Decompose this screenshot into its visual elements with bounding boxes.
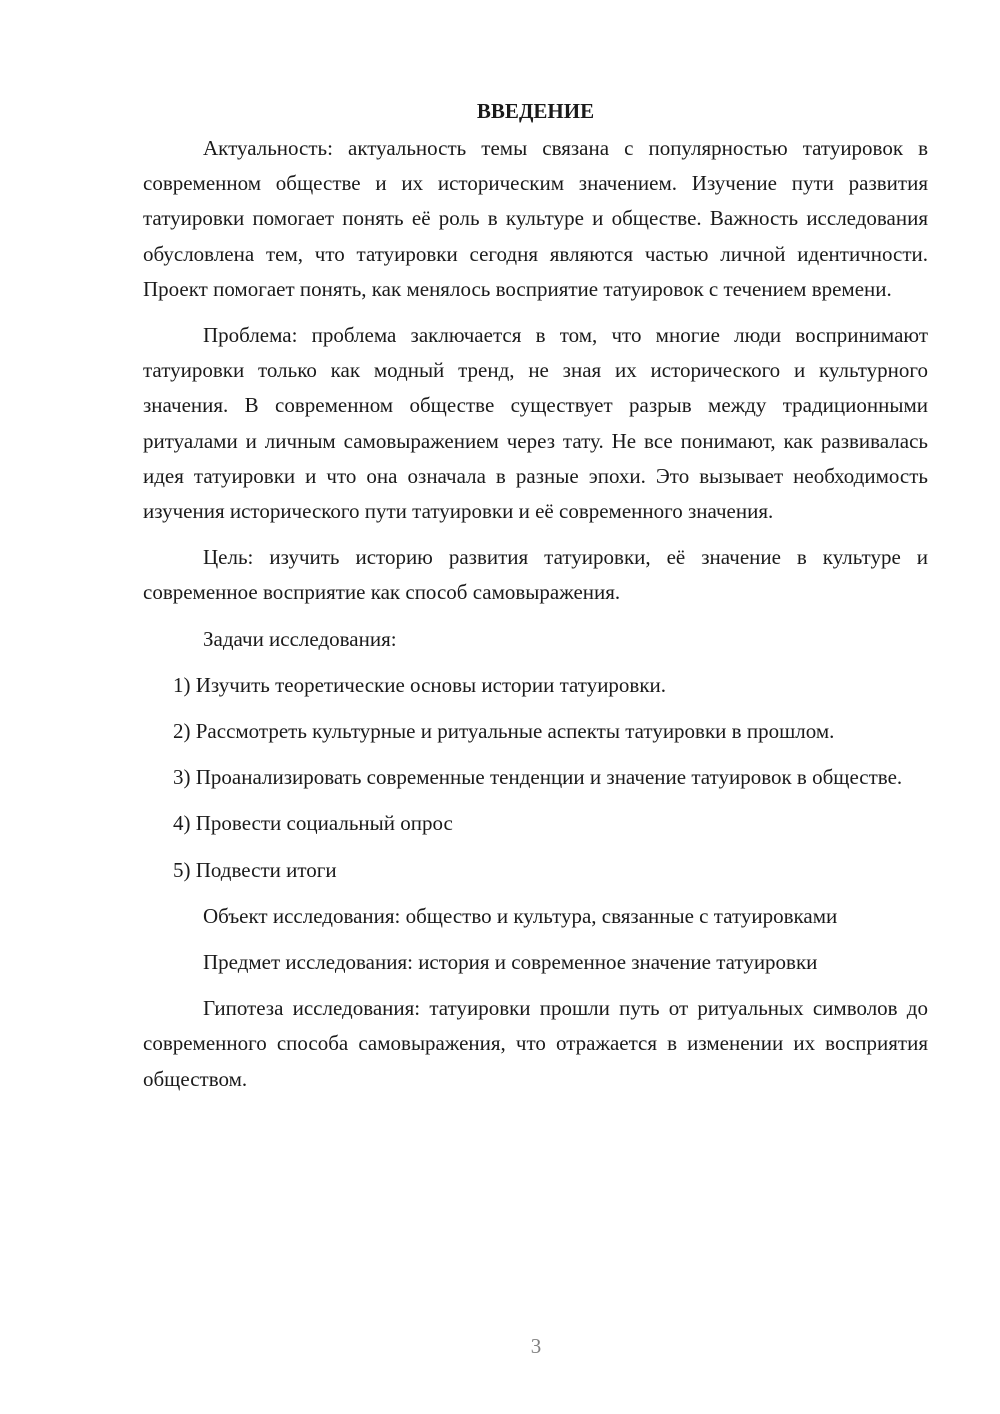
task-item-2: 2) Рассмотреть культурные и ритуальные аспекты татуировки в прошлом. [173,719,835,744]
object-paragraph: Объект исследования: общество и культура, связанные с татуировками [203,903,838,928]
task-item-3: 3) Проанализировать современные тенденции и значение татуировок в обществе. [173,765,903,790]
task-item-4: 4) Провести социальный опрос [173,811,453,836]
page-number: 3 [530,1334,542,1358]
relevance-paragraph: Актуальность: актуальность темы связана с популярностью татуировок в современном обществе и их историческим значением. Изучение пути развития татуировки помогает понять её роль в культуре и обществе. Важность исследования обусловлена тем, что татуировки сегодня являются частью личной идентичности. Проект помогает понять, как менялось восприятие татуировок с течением времени. [143,136,928,301]
problem-paragraph: Проблема: проблема заключается в том, что многие люди воспринимают татуировки только как модный тренд, не зная их исторического и культурного значения. В современном обществе существует разрыв между традиционными ритуалами и личным самовыражением через тату. Не все понимают, как развивалась идея татуировки и что она означала в разные эпохи. Это вызывает необходимость изучения исторического пути татуировки и её современного значения. [143,323,928,524]
subject-paragraph: Предмет исследования: история и современное значение татуировки [203,950,818,975]
tasks-heading: Задачи исследования: [203,626,397,651]
page-content [143,96,928,1108]
task-item-5: 5) Подвести итоги [173,857,337,882]
task-item-1: 1) Изучить теоретические основы истории татуировки. [173,672,667,697]
goal-paragraph: Цель: изучить историю развития татуировки, её значение в культуре и современное восприятие как способ самовыражения. [143,545,928,605]
hypothesis-paragraph: Гипотеза исследования: татуировки прошли путь от ритуальных символов до современного способа самовыражения, что отражается в изменении их восприятия обществом. [143,996,928,1091]
page-title: ВВЕДЕНИЕ [476,99,595,123]
tasks-list [143,668,928,888]
